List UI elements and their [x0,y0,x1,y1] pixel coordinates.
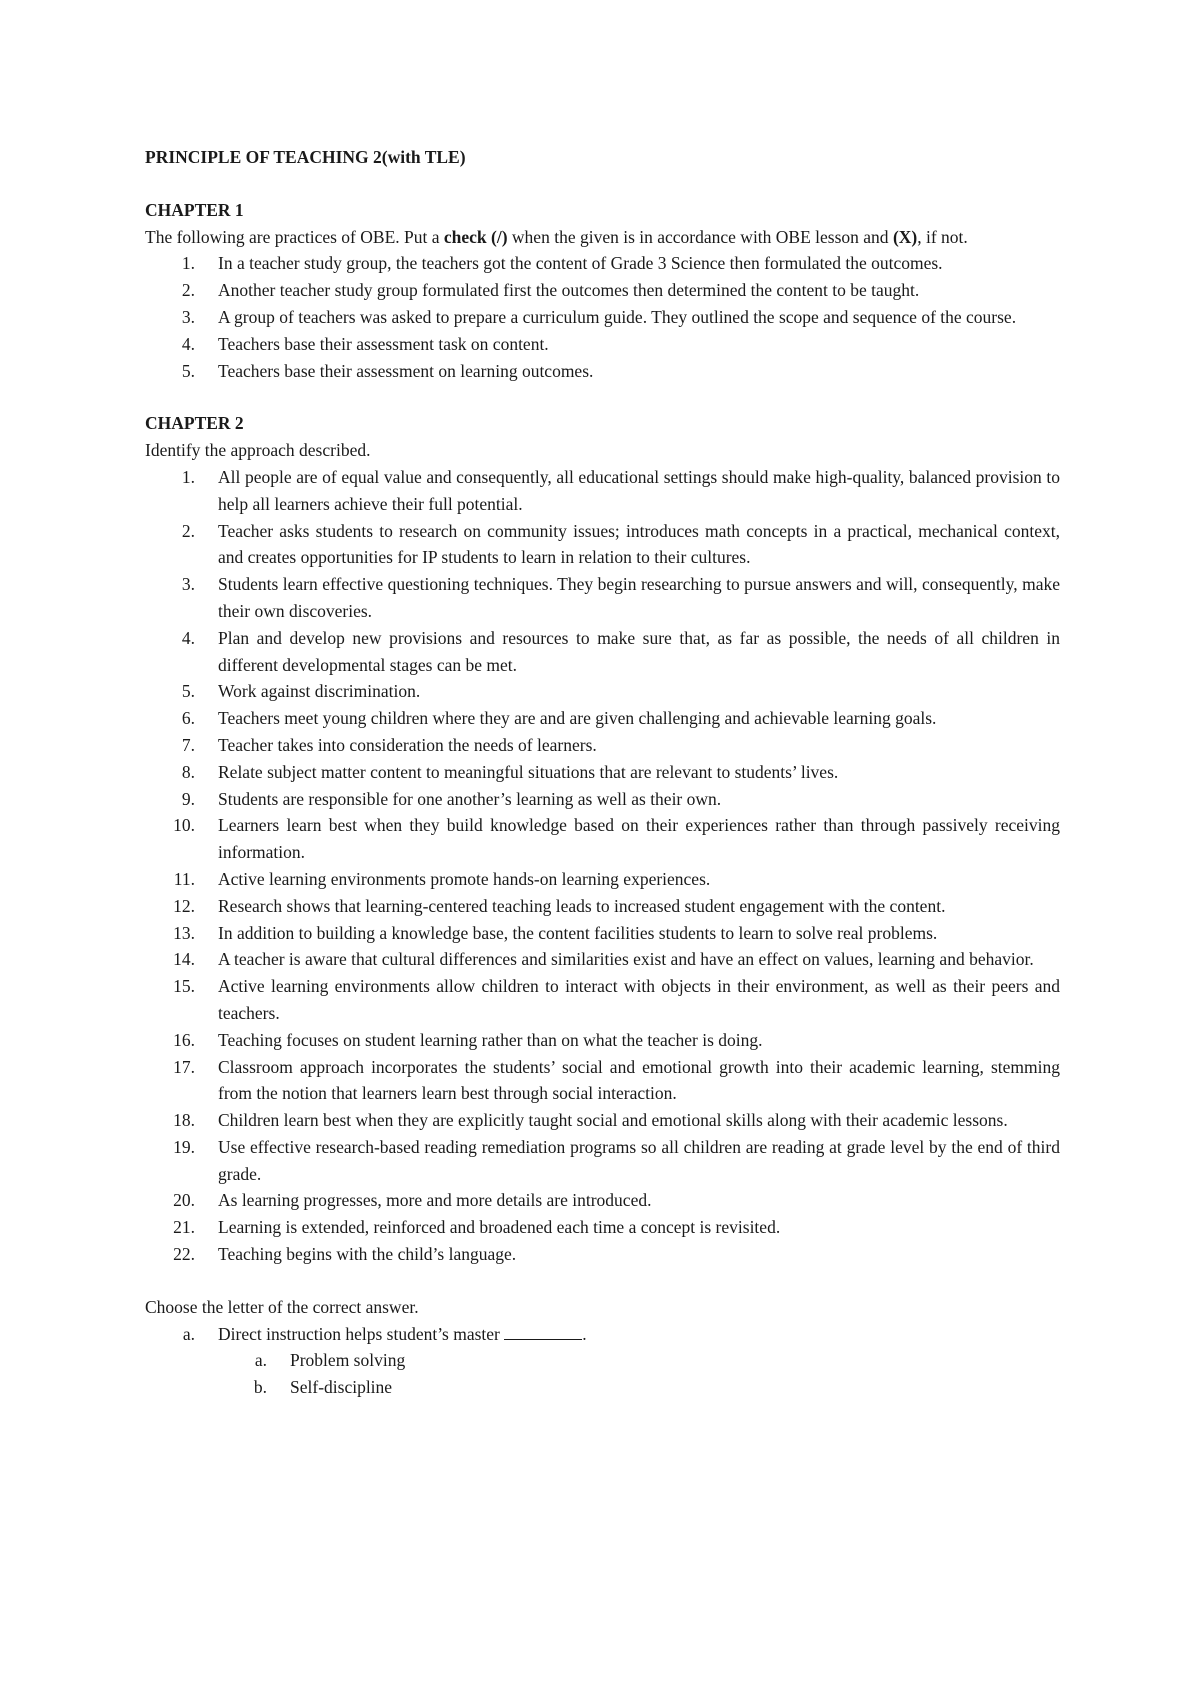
question-text: Direct instruction helps student’s master [218,1323,505,1344]
instruction-text: when the given is in accordance with OBE lesson and [507,226,893,247]
check-mark-label: check (/) [443,226,508,247]
list-item [145,1134,1060,1188]
option-letter: a. [254,1350,267,1371]
item-number: 17. [173,1056,195,1077]
item-number: 5. [181,360,195,381]
item-number: 5. [181,681,195,702]
question-end: . [582,1323,587,1344]
item-text: Active learning environments allow children to interact with objects in their environment, as well as their peers and teachers. [218,976,1060,1023]
x-mark-label: (X) [892,226,918,247]
list-item [145,1187,1060,1214]
item-text: All people are of equal value and consequently, all educational settings should make high-quality, balanced provision to help all learners achieve their full potential. [218,466,1060,514]
item-number: 8. [181,761,195,782]
answer-option [145,1347,1060,1374]
list-item [145,946,1060,973]
option-letter: b. [253,1377,267,1398]
item-number: 4. [181,627,195,648]
item-number: 12. [173,895,195,916]
answer-blank [504,1321,582,1340]
item-number: 2. [181,280,195,301]
item-text: Research shows that learning-centered teaching leads to increased student engagement with the content. [218,895,946,916]
item-number: 14. [173,949,195,970]
list-item [145,893,1060,920]
item-text: Teachers base their assessment task on content. [218,333,549,354]
item-text: Teaching focuses on student learning rather than on what the teacher is doing. [218,1029,763,1050]
item-text: In addition to building a knowledge base, the content facilities students to learn to solve real problems. [218,922,938,943]
item-number: 18. [173,1110,195,1131]
item-text: Teachers base their assessment on learning outcomes. [218,360,594,381]
item-number: 1. [181,253,195,274]
chapter-2-heading: CHAPTER 2 [145,413,244,434]
item-text: A group of teachers was asked to prepare a curriculum guide. They outlined the scope and sequence of the course. [218,306,1017,327]
item-text: Teacher asks students to research on community issues; introduces math concepts in a practical, mechanical context, and creates opportunities for IP students to learn in relation to their cultures. [218,520,1060,568]
document-page [145,144,1060,1401]
question-number: a. [182,1323,195,1344]
item-number: 7. [181,734,195,755]
chapter-1-heading: CHAPTER 1 [145,199,244,220]
list-item [145,625,1060,679]
list-item [145,464,1060,518]
list-item [145,1054,1060,1108]
list-item [145,705,1060,732]
answer-option [145,1374,1060,1401]
option-text: Problem solving [290,1350,406,1371]
item-number: 19. [173,1136,195,1157]
item-number: 6. [181,708,195,729]
list-item [145,866,1060,893]
item-text: In a teacher study group, the teachers got the content of Grade 3 Science then formulated the outcomes. [218,253,943,274]
chapter-2-list [145,464,1060,1268]
item-text: Learners learn best when they build knowledge based on their experiences rather than through passively receiving information. [218,815,1060,863]
option-text: Self-discipline [290,1377,393,1398]
list-item [145,250,1060,277]
list-item [145,920,1060,947]
item-number: 10. [173,815,195,836]
document-title: PRINCIPLE OF TEACHING 2(with TLE) [145,147,466,167]
list-item [145,1107,1060,1134]
item-number: 3. [181,574,195,595]
list-item [145,277,1060,304]
item-text: Relate subject matter content to meaningful situations that are relevant to students’ lives. [218,761,839,782]
list-item [145,571,1060,625]
list-item [145,1214,1060,1241]
chapter-1-list [145,250,1060,384]
item-text: A teacher is aware that cultural differences and similarities exist and have an effect on values, learning and behavior. [218,949,1034,970]
list-item [145,1241,1060,1268]
item-text: Classroom approach incorporates the students’ social and emotional growth into their academic learning, stemming from the notion that learners learn best through social interaction. [218,1056,1060,1104]
list-item [145,358,1060,385]
list-item [145,1027,1060,1054]
item-text: Work against discrimination. [218,681,421,702]
item-text: Use effective research-based reading remediation programs so all children are reading at grade level by the end of third grade. [218,1136,1060,1184]
item-number: 22. [173,1244,195,1265]
item-text: Plan and develop new provisions and resources to make sure that, as far as possible, the needs of all children in different developmental stages can be met. [218,627,1060,675]
item-text: Teachers meet young children where they are and are given challenging and achievable learning goals. [218,708,937,729]
item-number: 9. [181,788,195,809]
choose-instructions: Choose the letter of the correct answer. [145,1296,419,1317]
item-text: Active learning environments promote hands-on learning experiences. [218,868,711,889]
list-item [145,812,1060,866]
list-item [145,759,1060,786]
item-text: As learning progresses, more and more details are introduced. [218,1190,652,1211]
item-number: 4. [181,333,195,354]
list-item [145,732,1060,759]
item-number: 13. [173,922,195,943]
item-text: Students learn effective questioning techniques. They begin researching to pursue answers and will, consequently, make their own discoveries. [218,574,1060,621]
item-number: 16. [173,1029,195,1050]
instruction-text: The following are practices of OBE. Put a [145,226,444,247]
list-item [145,678,1060,705]
list-item [145,786,1060,813]
question-item [145,1321,1060,1348]
item-number: 3. [181,306,195,327]
item-text: Teacher takes into consideration the needs of learners. [218,734,597,755]
answer-options [145,1347,1060,1401]
chapter-1-instructions [145,224,1060,251]
item-number: 1. [181,466,195,487]
item-text: Children learn best when they are explicitly taught social and emotional skills along with their academic lessons. [218,1110,1008,1131]
item-text: Teaching begins with the child’s language. [218,1244,517,1265]
list-item [145,518,1060,572]
item-text: Another teacher study group formulated first the outcomes then determined the content to be taught. [218,280,920,301]
list-item [145,304,1060,331]
item-text: Learning is extended, reinforced and broadened each time a concept is revisited. [218,1217,781,1238]
list-item [145,331,1060,358]
instruction-text: , if not. [917,226,968,247]
item-number: 20. [173,1190,195,1211]
item-number: 11. [173,868,195,889]
chapter-2-instructions: Identify the approach described. [145,440,371,461]
item-text: Students are responsible for one another’s learning as well as their own. [218,788,722,809]
item-number: 2. [181,520,195,541]
item-number: 15. [173,976,195,997]
item-number: 21. [173,1217,195,1238]
list-item [145,973,1060,1027]
